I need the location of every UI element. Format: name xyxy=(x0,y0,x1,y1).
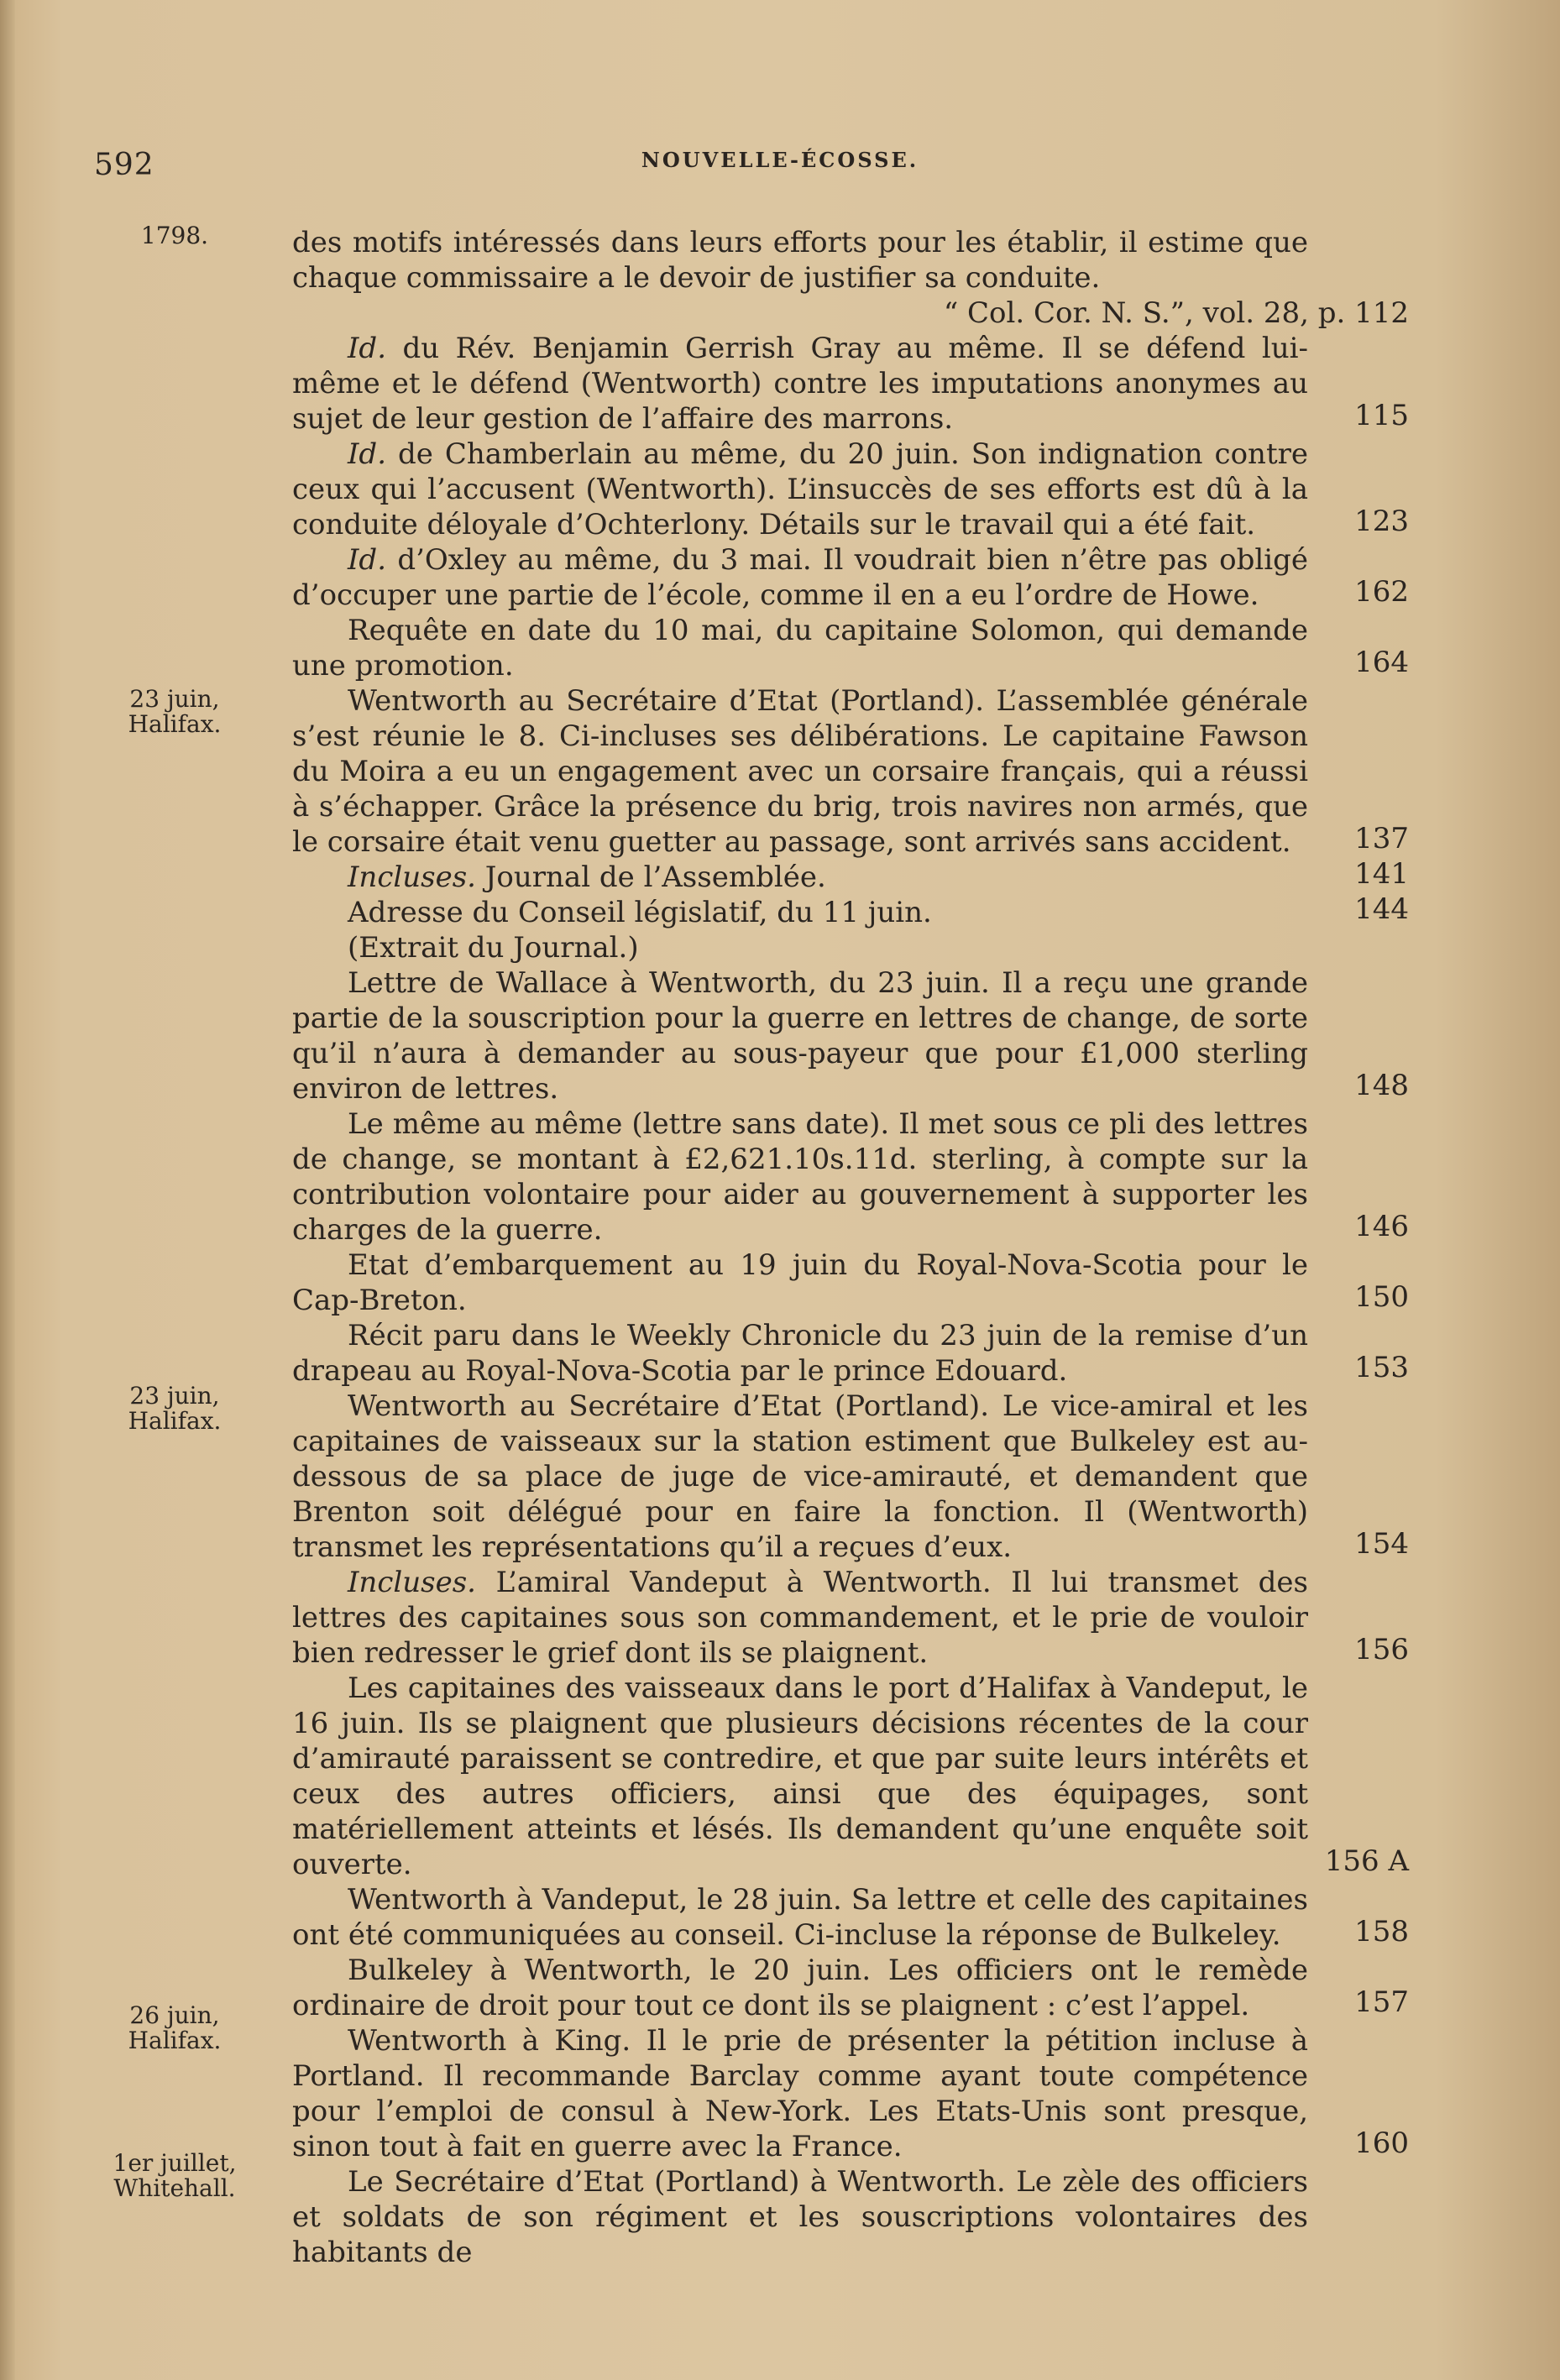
margin-date xyxy=(91,2151,259,2201)
entry-text: Etat d’embarquement au 19 juin du Royal-Nova-Scotia pour le Cap-Breton. xyxy=(292,1248,1308,1317)
margin-date-line: 26 juin, xyxy=(129,2001,220,2029)
running-head: NOUVELLE-ÉCOSSE. xyxy=(641,148,919,172)
entry-text: Wentworth à King. Il le prie de présenter la pétition incluse à Portland. Il recommande Barclay comme ayant toute compétence pour l’emploi de consul à New-York. Les Etats-Unis sont presque, sinon tout à fait en guerre avec la France. xyxy=(292,2024,1308,2163)
entry-text: Journal de l’Assemblée. xyxy=(484,860,826,894)
entry xyxy=(292,1106,1409,1248)
entry xyxy=(292,613,1409,683)
margin-place-line: Halifax. xyxy=(128,1407,222,1435)
entry-lead: Id. xyxy=(348,332,387,365)
page-ref: 154 xyxy=(1354,1527,1409,1561)
entry-text: Lettre de Wallace à Wentworth, du 23 juin. Il a reçu une grande partie de la souscription pour la guerre en lettres de change, de sorte qu’il n’aura à demander au sous-payeur que pour £1,000 sterling environ de lettres. xyxy=(292,966,1308,1106)
margin-date-line: 23 juin, xyxy=(129,1382,220,1410)
entry-text: Adresse du Conseil législatif, du 11 juin. xyxy=(348,896,932,929)
entry xyxy=(292,2164,1409,2270)
entry-text: Requête en date du 10 mai, du capitaine Solomon, qui demande une promotion. xyxy=(292,614,1308,683)
entry xyxy=(292,1671,1409,1882)
entry-text: d’Oxley au même, du 3 mai. Il voudrait bien n’être pas obligé d’occuper une partie de l’école, comme il en a eu l’ordre de Howe. xyxy=(292,543,1308,612)
entry xyxy=(292,683,1409,860)
entry xyxy=(292,542,1409,613)
page-ref: 150 xyxy=(1354,1280,1409,1314)
margin-date-line: 1798. xyxy=(140,222,209,249)
margin-date-line: 1er juillet, xyxy=(113,2149,237,2177)
entry xyxy=(292,930,1409,965)
entry-lead: Id. xyxy=(348,543,387,577)
page-ref: 162 xyxy=(1354,575,1409,609)
entry xyxy=(292,1389,1409,1565)
margin-date-line: 23 juin, xyxy=(129,685,220,713)
page-number: 592 xyxy=(94,148,154,182)
margin-place-line: Halifax. xyxy=(128,2027,222,2054)
page-ref: 156 xyxy=(1354,1633,1409,1666)
page-ref: 141 xyxy=(1354,857,1409,891)
entry-lead: Incluses. xyxy=(348,1566,476,1599)
entry xyxy=(292,331,1409,437)
page-ref: 123 xyxy=(1354,505,1409,538)
entry-text: L’amiral Vandeput à Wentworth. Il lui transmet des lettres des capitaines sous son commandement, et le prie de vouloir bien redresser le grief dont ils se plaignent. xyxy=(292,1566,1308,1670)
margin-date xyxy=(91,223,259,248)
margin-place-line: Whitehall. xyxy=(113,2174,236,2202)
entry xyxy=(292,857,1409,895)
entry-text: Récit paru dans le Weekly Chronicle du 23 juin de la remise d’un drapeau au Royal-Nova-Scotia par le prince Edouard. xyxy=(292,1319,1308,1388)
entry xyxy=(292,1318,1409,1389)
entry xyxy=(292,437,1409,542)
entry-text: Wentworth au Secrétaire d’Etat (Portland). Le vice-amiral et les capitaines de vaisseaux sur la station estiment que Bulkeley est au-dessous de sa place de juge de vice-amirauté, et demandent que Brenton soit délégué pour en faire la fonction. Il (Wentworth) transmet les représentations qu’il a reçues d’eux. xyxy=(292,1389,1308,1564)
page-ref: 157 xyxy=(1354,1985,1409,2019)
entry-text: Le même au même (lettre sans date). Il met sous ce pli des lettres de change, se montant à £2,621.10s.11d. sterling, à compte sur la contribution volontaire pour aider au gouvernement à supporter les charges de la guerre. xyxy=(292,1107,1308,1247)
entry-text: de Chamberlain au même, du 20 juin. Son indignation contre ceux qui l’accusent (Wentworth). L’insuccès de ses efforts est dû à la conduite déloyale d’Ochterlony. Détails sur le travail qui a été fait. xyxy=(292,437,1308,541)
entry-lead: Id. xyxy=(348,437,387,471)
page-ref: 153 xyxy=(1354,1351,1409,1384)
entry xyxy=(292,1882,1409,1953)
citation-text: “ Col. Cor. N. S.”, vol. 28, p. 112 xyxy=(943,296,1409,330)
margin-place-line: Halifax. xyxy=(128,710,222,738)
entry xyxy=(292,1953,1409,2023)
entry-text: du Rév. Benjamin Gerrish Gray au même. Il se défend lui-même et le défend (Wentworth) contre les imputations anonymes au sujet de leur gestion de l’affaire des marrons. xyxy=(292,332,1308,436)
page-ref: 146 xyxy=(1354,1210,1409,1243)
entry xyxy=(292,225,1409,296)
entry-lead: Incluses. xyxy=(348,860,476,894)
margin-date xyxy=(91,687,259,737)
entry xyxy=(292,965,1409,1106)
margin-date xyxy=(91,2003,259,2053)
entry xyxy=(292,1248,1409,1318)
page-ref: 137 xyxy=(1354,822,1409,855)
entry-text: Wentworth au Secrétaire d’Etat (Portland). L’assemblée générale s’est réunie le 8. Ci-incluses ses délibérations. Le capitaine Fawson du Moira a eu un engagement avec un corsaire français, qui a réussi à s’échapper. Grâce la présence du brig, trois navires non armés, que le corsaire était venu guetter au passage, sont arrivés sans accident. xyxy=(292,684,1308,859)
body-text xyxy=(292,225,1409,2270)
entry-text: Les capitaines des vaisseaux dans le port d’Halifax à Vandeput, le 16 juin. Ils se plaignent que plusieurs décisions récentes de la cour d’amirauté paraissent se contredire, et que par suite leurs intérêts et ceux des autres officiers, ainsi que des équipages, sont matériellement atteints et lésés. Ils demandent qu’une enquête soit ouverte. xyxy=(292,1671,1308,1881)
entry-text: Wentworth à Vandeput, le 28 juin. Sa lettre et celle des capitaines ont été communiquées au conseil. Ci-incluse la réponse de Bulkeley. xyxy=(292,1883,1308,1952)
margin-date xyxy=(91,1384,259,1434)
page-ref: 148 xyxy=(1354,1069,1409,1102)
page-ref: 156 A xyxy=(1324,1844,1409,1878)
page-ref: 164 xyxy=(1354,646,1409,679)
page-ref: 158 xyxy=(1354,1915,1409,1948)
binding-gutter xyxy=(0,0,15,2380)
entry-text: des motifs intéressés dans leurs efforts pour les établir, il estime que chaque commissaire a le devoir de justifier sa conduite. xyxy=(292,226,1308,295)
entry-text: Le Secrétaire d’Etat (Portland) à Wentworth. Le zèle des officiers et soldats de son régiment et les souscriptions volontaires des habitants de xyxy=(292,2165,1308,2269)
entry-text: Bulkeley à Wentworth, le 20 juin. Les officiers ont le remède ordinaire de droit pour tout ce dont ils se plaignent : c’est l’appel. xyxy=(292,1954,1308,2022)
entry-text: (Extrait du Journal.) xyxy=(348,931,639,965)
page-ref: 160 xyxy=(1354,2126,1409,2160)
page-ref: 115 xyxy=(1354,399,1409,432)
entry xyxy=(292,1565,1409,1671)
page-ref: 144 xyxy=(1354,892,1409,926)
entry xyxy=(292,2023,1409,2164)
entry xyxy=(292,892,1409,930)
source-citation xyxy=(292,296,1409,331)
